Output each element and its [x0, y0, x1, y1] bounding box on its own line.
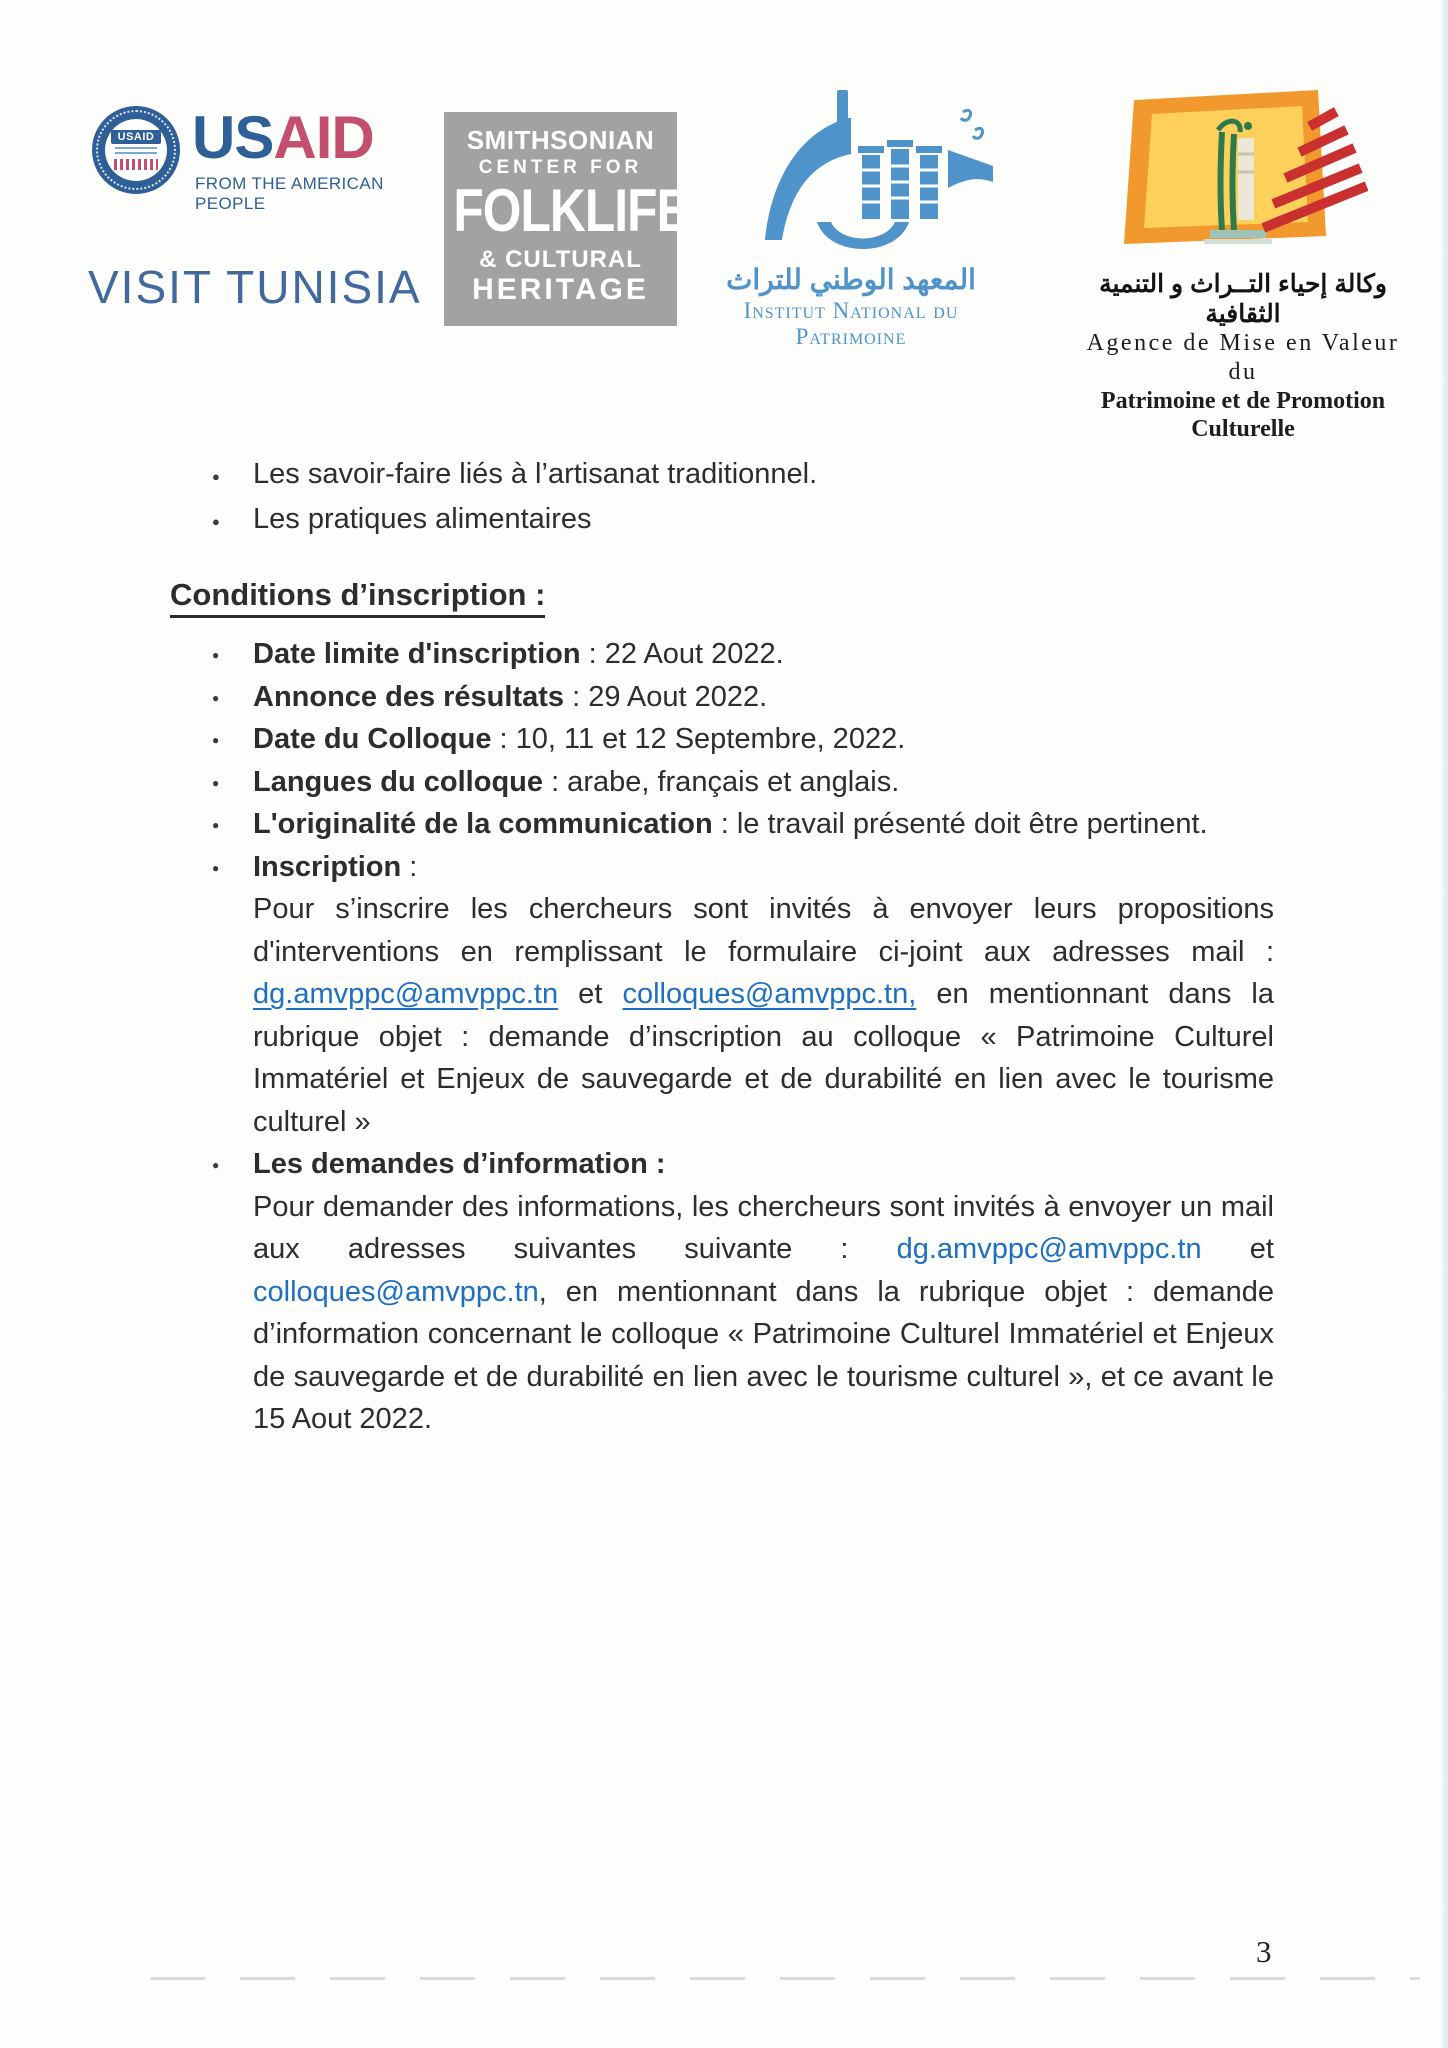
smithsonian-line1: SMITHSONIAN [466, 125, 655, 155]
scan-edge-shadow [1439, 0, 1448, 2048]
intro-bullet-text: Les savoir-faire liés à l’artisanat traditionnel. [253, 458, 818, 490]
information-heading-list [170, 1143, 1274, 1186]
smithsonian-line4: & CULTURAL [479, 245, 642, 273]
inp-logo-icon [701, 88, 1001, 260]
inp-arabic-name: المعهد الوطني للتراث [726, 264, 976, 295]
usaid-seal-stripes-icon [114, 159, 158, 170]
email-link[interactable]: colloques@amvppc.tn, [622, 978, 917, 1011]
smithsonian-line5: HERITAGE [472, 273, 649, 307]
text-run: Langues du colloque [253, 765, 544, 798]
text-run: en mentionnant dans la rubrique objet : demande d’inscription au colloque « Patrimoine Culturel Immatériel et Enjeux de sauvegarde et de durabilité en lien avec le tourisme culturel » [253, 978, 1274, 1138]
text-run: Les demandes d’information : [253, 1148, 666, 1181]
amvppc-latin-name-line1: Agence de Mise en Valeur du [1086, 330, 1400, 385]
smithsonian-line2: CENTER FOR [478, 157, 643, 179]
condition-item [170, 633, 1274, 676]
email-link[interactable]: dg.amvppc@amvppc.tn [896, 1233, 1202, 1266]
smithsonian-line3: FOLKLIFE [453, 177, 689, 245]
text-run: Date limite d'inscription [253, 638, 581, 671]
text-run: Annonce des résultats [253, 680, 565, 713]
intro-bullet-text: Les pratiques alimentaires [253, 503, 592, 535]
text-run: Date du Colloque [253, 723, 492, 756]
usaid-wordmark-us: US [192, 104, 274, 171]
usaid-logo [88, 100, 433, 330]
email-link[interactable]: colloques@amvppc.tn [253, 1275, 539, 1308]
text-run: : 29 Aout 2022. [564, 680, 768, 713]
intro-bullet-list [170, 452, 1274, 542]
document-body [170, 452, 1274, 1441]
condition-item [170, 718, 1274, 761]
usaid-wordmark-aid: AID [273, 104, 374, 171]
text-run: Inscription [253, 850, 402, 883]
information-paragraph [253, 1186, 1274, 1441]
condition-item [170, 676, 1274, 719]
text-run: : arabe, français et anglais. [543, 765, 900, 798]
visit-tunisia-wordmark: VISIT TUNISIA [88, 261, 422, 313]
text-run: Pour demander des informations, les chercheurs sont invités à envoyer un mail aux adresses suivantes suivante : [253, 1190, 1274, 1266]
usaid-seal-icon [92, 106, 180, 194]
text-run: et [1201, 1233, 1274, 1266]
text-run: et [558, 978, 623, 1011]
condition-item [170, 1143, 1274, 1186]
amvppc-arabic-name: وكالة إحياء التــراث و التنمية الثقافية [1099, 270, 1387, 328]
text-run: : [401, 850, 418, 883]
email-link[interactable]: dg.amvppc@amvppc.tn [253, 978, 559, 1011]
usaid-seal-handshake-icon [115, 147, 157, 156]
conditions-list [170, 633, 1274, 888]
usaid-tagline: FROM THE AMERICAN PEOPLE [195, 174, 384, 213]
scan-artifact-line [150, 1977, 1420, 1980]
text-run: : 10, 11 et 12 Septembre, 2022. [491, 723, 906, 756]
inp-latin-name: Institut National du Patrimoine [743, 297, 959, 349]
intro-bullet-item [170, 452, 1274, 497]
condition-item [170, 761, 1274, 804]
intro-bullet-item [170, 497, 1274, 542]
amvppc-logo [1075, 84, 1411, 444]
condition-item [170, 803, 1274, 846]
section-heading: Conditions d’inscription : [170, 576, 545, 618]
text-run: : 22 Aout 2022. [580, 638, 784, 671]
usaid-wordmark [192, 104, 374, 171]
page-number: 3 [1256, 1934, 1272, 1969]
text-run: , en mentionnant dans la rubrique objet : demande d’information concernant le colloque « Patrimoine Culturel Immatériel et Enjeux de sauvegarde et de durabilité en lien avec le tourisme culturel », et ce avant le 15 Aout 2022. [253, 1275, 1274, 1436]
text-run: Pour s’inscrire les chercheurs sont invités à envoyer leurs propositions d'interventions en remplissant le formulaire ci-joint aux adresses mail : [253, 893, 1274, 968]
usaid-seal-core [105, 119, 167, 181]
text-run: : le travail présenté doit être pertinent. [712, 808, 1208, 841]
text-run: L'originalité de la communication [253, 808, 713, 841]
inp-logo [692, 88, 1010, 350]
amvppc-logo-icon [1118, 84, 1368, 264]
smithsonian-folklife-logo [444, 112, 689, 326]
amvppc-latin-name-line2: Patrimoine et de Promotion Culturelle [1100, 387, 1386, 443]
usaid-seal-label: USAID [111, 130, 162, 144]
condition-item [170, 846, 1274, 889]
inscription-paragraph [253, 888, 1274, 1143]
